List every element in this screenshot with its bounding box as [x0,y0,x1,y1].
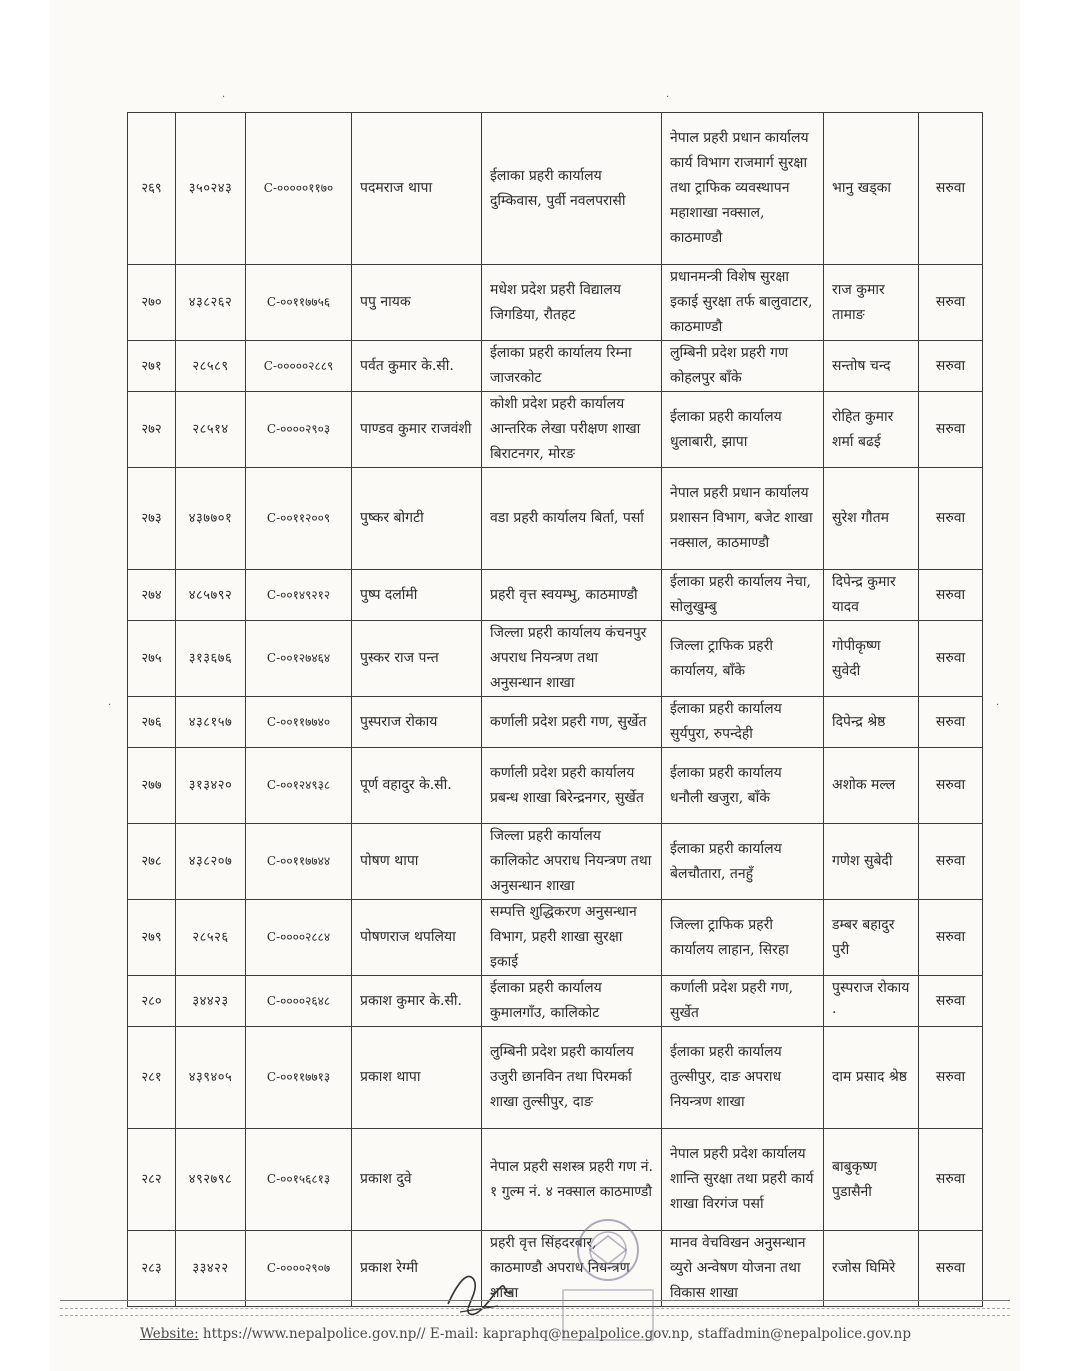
approver-cell: अशोक मल्ल [824,748,919,824]
from-office-cell: ईलाका प्रहरी कार्यालय रिम्ना जाजरकोट [482,341,662,392]
serial-cell: २७५ [128,621,176,697]
code-cell: C-०००००११७० [246,113,352,265]
serial-cell: २७२ [128,392,176,468]
from-office-cell: कर्णाली प्रदेश प्रहरी गण, सुर्खेत [482,697,662,748]
id-cell: ४३७७०१ [176,468,246,570]
action-cell: सरुवा [919,468,983,570]
code-cell: C-००००२६४८ [246,976,352,1027]
name-cell: प्रकाश दुवे [352,1129,482,1231]
code-cell: C-००१४९२१२ [246,570,352,621]
to-office-cell: प्रधानमन्त्री विशेष सुरक्षा इकाई सुरक्षा तर्फ बालुवाटार, काठमाण्डौ [662,265,824,341]
code-cell: C-००११२००९ [246,468,352,570]
action-cell: सरुवा [919,1027,983,1129]
footer-rule [60,1300,1010,1301]
code-cell: C-००११७७४० [246,697,352,748]
name-cell: पुष्प दर्लामी [352,570,482,621]
serial-cell: २७४ [128,570,176,621]
id-cell: ४३९४०५ [176,1027,246,1129]
action-cell: सरुवा [919,1129,983,1231]
code-cell: C-००१२४९३८ [246,748,352,824]
from-office-cell: वडा प्रहरी कार्यालय बिर्ता, पर्सा [482,468,662,570]
code-cell: C-००११७७५६ [246,265,352,341]
serial-cell: २७० [128,265,176,341]
table-row [128,113,983,265]
from-office-cell: लुम्बिनी प्रदेश प्रहरी कार्यालय उजुरी छानविन तथा पिरमर्का शाखा तुल्सीपुर, दाङ [482,1027,662,1129]
serial-cell: २६९ [128,113,176,265]
from-office-cell: जिल्ला प्रहरी कार्यालय कालिकोट अपराध नियन्त्रण तथा अनुसन्धान शाखा [482,824,662,900]
table-row [128,621,983,697]
approver-cell: पुस्पराज रोकाय · [824,976,919,1027]
table-row [128,570,983,621]
table-row [128,900,983,976]
table-row [128,1027,983,1129]
name-cell: पदमराज थापा [352,113,482,265]
serial-cell: २८३ [128,1231,176,1307]
separator: / [420,1326,426,1342]
to-office-cell: जिल्ला ट्राफिक प्रहरी कार्यालय, बाँके [662,621,824,697]
table-row [128,976,983,1027]
to-office-cell: ईलाका प्रहरी कार्यालय तुल्सीपुर, दाङ अपराध नियन्त्रण शाखा [662,1027,824,1129]
signature-mark [440,1262,520,1322]
name-cell: पुस्कर राज पन्त [352,621,482,697]
approver-cell: सन्तोष चन्द [824,341,919,392]
id-cell: ३१३४२० [176,748,246,824]
approver-cell: सुरेश गौतम [824,468,919,570]
approver-cell: गणेश सुबेदी [824,824,919,900]
approver-cell: रजोस घिमिरे [824,1231,919,1307]
name-cell: पोषणराज थपलिया [352,900,482,976]
action-cell: सरुवा [919,113,983,265]
scan-speck: · [222,92,226,103]
to-office-cell: नेपाल प्रहरी प्रधान कार्यालय कार्य विभाग राजमार्ग सुरक्षा तथा ट्राफिक व्यवस्थापन महाशाखा नक्साल, काठमाण्डौ [662,113,824,265]
serial-cell: २८० [128,976,176,1027]
name-cell: प्रकाश रेग्मी [352,1231,482,1307]
action-cell: सरुवा [919,900,983,976]
table-row [128,748,983,824]
approver-cell: राज कुमार तामाङ [824,265,919,341]
code-cell: C-००११७७१३ [246,1027,352,1129]
serial-cell: २७८ [128,824,176,900]
table-row [128,468,983,570]
name-cell: पुस्पराज रोकाय [352,697,482,748]
name-cell: पुष्कर बोगटी [352,468,482,570]
table-row [128,824,983,900]
code-cell: C-००००२९०७ [246,1231,352,1307]
code-cell: C-००१२७४६४ [246,621,352,697]
website-link[interactable]: https://www.nepalpolice.gov.np/ [202,1326,421,1342]
serial-cell: २७३ [128,468,176,570]
from-office-cell: कर्णाली प्रदेश प्रहरी कार्यालय प्रबन्ध शाखा बिरेन्द्रनगर, सुर्खेत [482,748,662,824]
name-cell: पाण्डव कुमार राजवंशी [352,392,482,468]
id-cell: ३४४२३ [176,976,246,1027]
scan-speck: · [108,700,112,711]
email-label: E-mail: [429,1326,479,1342]
action-cell: सरुवा [919,824,983,900]
name-cell: पोषण थापा [352,824,482,900]
footer-contact [140,1326,920,1346]
from-office-cell: ईलाका प्रहरी कार्यालय कुमालगाँउ, कालिकोट [482,976,662,1027]
to-office-cell: मानव वेचविखन अनुसन्धान व्युरो अन्वेषण योजना तथा विकास शाखा [662,1231,824,1307]
name-cell: प्रकाश थापा [352,1027,482,1129]
action-cell: सरुवा [919,748,983,824]
to-office-cell: नेपाल प्रहरी प्रदेश कार्यालय शान्ति सुरक्षा तथा प्रहरी कार्य शाखा विरगंज पर्सा [662,1129,824,1231]
code-cell: C-०००००२८८९ [246,341,352,392]
to-office-cell: लुम्बिनी प्रदेश प्रहरी गण कोहलपुर बाँके [662,341,824,392]
action-cell: सरुवा [919,697,983,748]
table-row [128,392,983,468]
id-cell: ३१३६७६ [176,621,246,697]
id-cell: ३५०२४३ [176,113,246,265]
id-cell: ३३४२२ [176,1231,246,1307]
from-office-cell: नेपाल प्रहरी सशस्त्र प्रहरी गण नं. १ गुल्म नं. ४ नक्साल काठमाण्डौ [482,1129,662,1231]
approver-cell: भानु खड्का [824,113,919,265]
serial-cell: २८१ [128,1027,176,1129]
table-row [128,265,983,341]
table-row [128,697,983,748]
id-cell: ४३८१५७ [176,697,246,748]
code-cell: C-००१५६८१३ [246,1129,352,1231]
action-cell: सरुवा [919,621,983,697]
footer-rule [60,1315,1010,1316]
id-cell: २८५१४ [176,392,246,468]
serial-cell: २७६ [128,697,176,748]
code-cell: C-००००२८८४ [246,900,352,976]
from-office-cell: प्रहरी वृत्त स्वयम्भु, काठमाण्डौ [482,570,662,621]
serial-cell: २७९ [128,900,176,976]
scan-speck: · [666,92,670,103]
table-row [128,341,983,392]
to-office-cell: ईलाका प्रहरी कार्यालय धनौली खजुरा, बाँके [662,748,824,824]
to-office-cell: ईलाका प्रहरी कार्यालय नेचा, सोलुखुम्बु [662,570,824,621]
to-office-cell: ईलाका प्रहरी कार्यालय सुर्यपुरा, रुपन्देही [662,697,824,748]
approver-cell: दाम प्रसाद श्रेष्ठ [824,1027,919,1129]
action-cell: सरुवा [919,265,983,341]
action-cell: सरुवा [919,392,983,468]
serial-cell: २७७ [128,748,176,824]
id-cell: ४८५७९२ [176,570,246,621]
to-office-cell: नेपाल प्रहरी प्रधान कार्यालय प्रशासन विभाग, बजेट शाखा नक्साल, काठमाण्डौ [662,468,824,570]
approver-cell: डम्बर बहादुर पुरी [824,900,919,976]
id-cell: २८५२६ [176,900,246,976]
name-cell: प्रकाश कुमार के.सी. [352,976,482,1027]
from-office-cell: प्रहरी वृत्त सिंहदरबार, काठमाण्डौ अपराध नियन्त्रण शाखा [482,1231,662,1307]
action-cell: सरुवा [919,570,983,621]
approver-cell: दिपेन्द्र श्रेष्ठ [824,697,919,748]
from-office-cell: ईलाका प्रहरी कार्यालय दुम्किवास, पुर्वी नवलपरासी [482,113,662,265]
website-label: Website: [140,1326,199,1342]
id-cell: ४९२७९८ [176,1129,246,1231]
scan-speck: · [996,700,1000,711]
from-office-cell: सम्पत्ति शुद्धिकरण अनुसन्धान विभाग, प्रहरी शाखा सुरक्षा इकाई [482,900,662,976]
to-office-cell: ईलाका प्रहरी कार्यालय धुलाबारी, झापा [662,392,824,468]
action-cell: सरुवा [919,1231,983,1307]
from-office-cell: जिल्ला प्रहरी कार्यालय कंचनपुर अपराध नियन्त्रण तथा अनुसन्धान शाखा [482,621,662,697]
name-cell: पूर्ण वहादुर के.सी. [352,748,482,824]
to-office-cell: ईलाका प्रहरी कार्यालय बेलचौतारा, तनहुँ [662,824,824,900]
approver-cell: बाबुकृष्ण पुडासैनी [824,1129,919,1231]
from-office-cell: कोशी प्रदेश प्रहरी कार्यालय आन्तरिक लेखा परीक्षण शाखा बिराटनगर, मोरङ [482,392,662,468]
from-office-cell: मधेश प्रदेश प्रहरी विद्यालय जिगडिया, रौतहट [482,265,662,341]
code-cell: C-००००२९०३ [246,392,352,468]
serial-cell: २७१ [128,341,176,392]
footer-rule [60,1308,1010,1309]
approver-cell: रोहित कुमार शर्मा बढई [824,392,919,468]
approver-cell: दिपेन्द्र कुमार यादव [824,570,919,621]
serial-cell: २८२ [128,1129,176,1231]
id-cell: ४३८२६२ [176,265,246,341]
transfer-table [127,112,983,1307]
action-cell: सरुवा [919,341,983,392]
to-office-cell: जिल्ला ट्राफिक प्रहरी कार्यालय लाहान, सिरहा [662,900,824,976]
id-cell: २८५८९ [176,341,246,392]
to-office-cell: कर्णाली प्रदेश प्रहरी गण, सुर्खेत [662,976,824,1027]
code-cell: C-००११७७४४ [246,824,352,900]
name-cell: पपु नायक [352,265,482,341]
action-cell: सरुवा [919,976,983,1027]
name-cell: पर्वत कुमार के.सी. [352,341,482,392]
id-cell: ४३८२०७ [176,824,246,900]
approver-cell: गोपीकृष्ण सुवेदी [824,621,919,697]
email-links[interactable]: kapraphq@nepalpolice.gov.np, staffadmin@nepalpolice.gov.np [482,1326,911,1342]
